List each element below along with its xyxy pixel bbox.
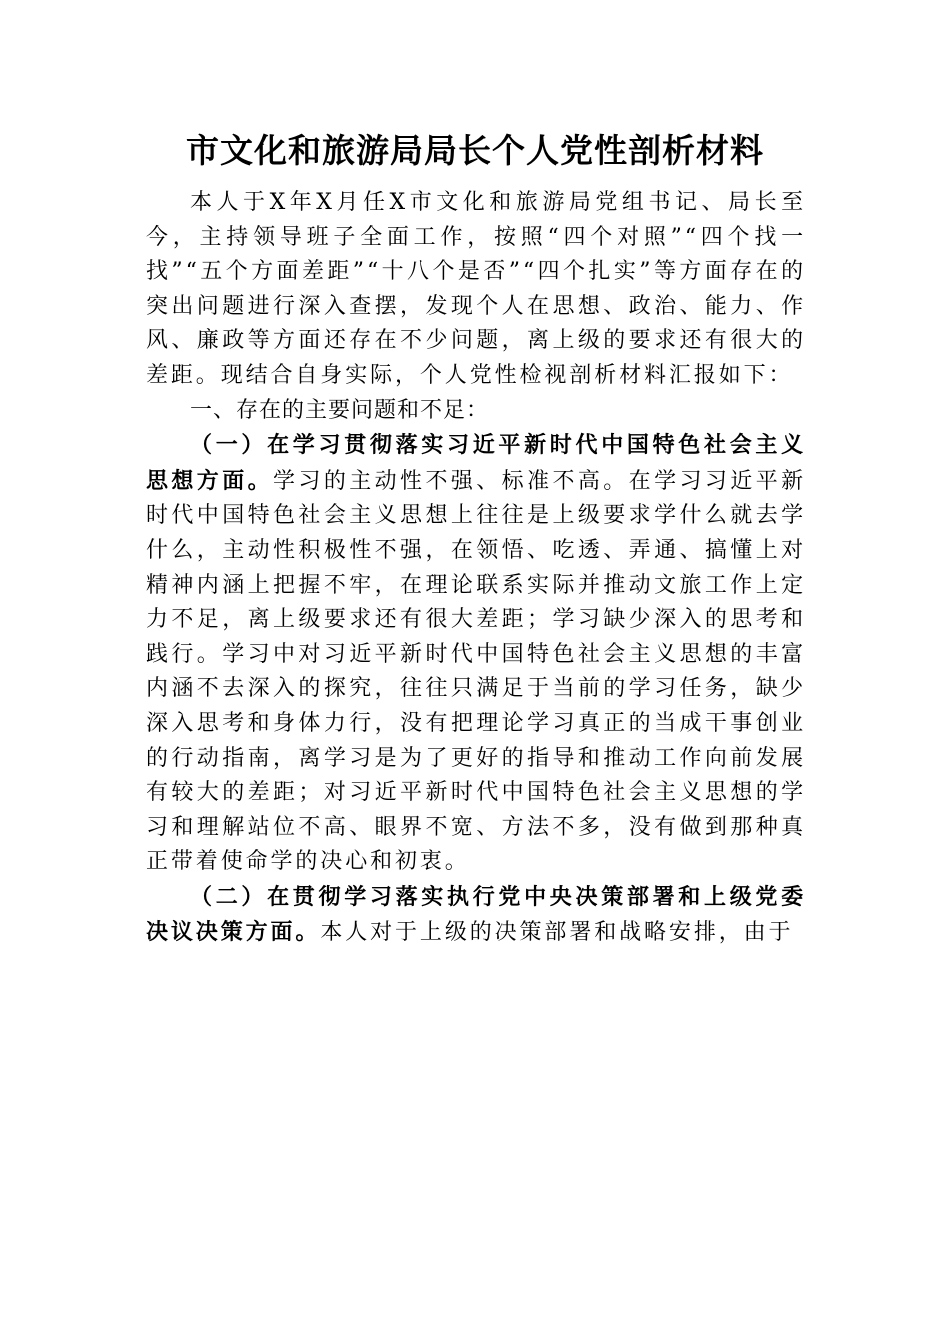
intro-paragraph: 本人于X年X月任X市文化和旅游局党组书记、局长至今，主持领导班子全面工作，按照“四个对照”“四个找一找”“五个方面差距”“十八个是否”“四个扎实”等方面存在的突出问题进行深入查摆，发现个人在思想、政治、能力、作风、廉政等方面还存在不少问题，离上级的要求还有很大的差距。现结合自身实际，个人党性检视剖析材料汇报如下： xyxy=(146,190,806,388)
document-title: 市文化和旅游局局长个人党性剖析材料 xyxy=(186,131,764,170)
section-heading: 一、存在的主要问题和不足： xyxy=(190,397,490,423)
item-paragraph-2 xyxy=(146,880,806,951)
item-lead-2: （二）在贯彻学习落实执行党中央决策部署和上级党委决议决策方面。 xyxy=(146,883,806,946)
item-lead-1: （一）在学习贯彻落实习近平新时代中国特色社会主义思想方面。 xyxy=(146,432,806,494)
item-body-1: 学习的主动性不强、标准不高。在学习习近平新时代中国特色社会主义思想上往往是上级要求学什么就去学什么，主动性积极性不强，在领悟、吃透、弄通、搞懂上对精神内涵上把握不牢，在理论联系实际并推动文旅工作上定力不足，离上级要求还有很大差距；学习缺少深入的思考和践行。学习中对习近平新时代中国特色社会主义思想的丰富内涵不去深入的探究，往往只满足于当前的学习任务，缺少深入思考和身体力行，没有把理论学习真正的当成干事创业的行动指南，离学习是为了更好的指导和推动工作向前发展有较大的差距；对习近平新时代中国特色社会主义思想的学习和理解站位不高、眼界不宽、方法不多，没有做到那种真正带着使命学的决心和初衷。 xyxy=(146,468,806,875)
item-paragraph-1 xyxy=(146,428,806,880)
item-body-2: 本人对于上级的决策部署和战略安排，由于 xyxy=(320,920,794,946)
document-body xyxy=(146,186,806,951)
